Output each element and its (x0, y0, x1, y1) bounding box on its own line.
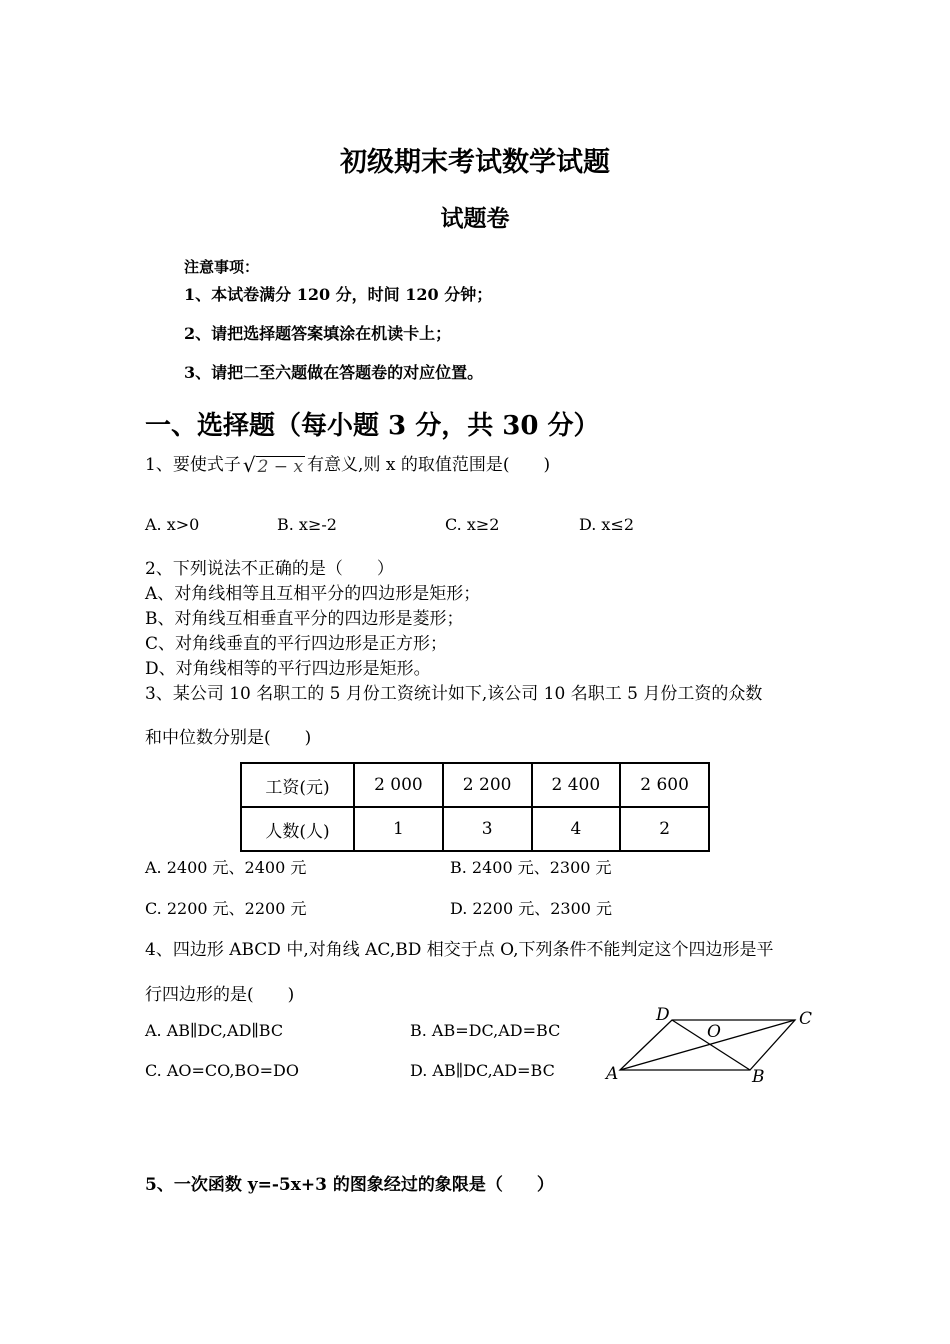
label-a: A (606, 1064, 619, 1084)
label-c: C (799, 1009, 813, 1029)
page-subtitle: 试题卷 (440, 205, 510, 232)
q2-option-b: B、对角线互相垂直平分的四边形是菱形； (145, 609, 464, 629)
label-d: D (656, 1005, 670, 1025)
q1-option-c: C. x≥2 (445, 515, 500, 534)
table-cell: 2 400 (532, 763, 621, 807)
q1-option-a: A. x>0 (145, 515, 200, 534)
page-title: 初级期末考试数学试题 (340, 147, 610, 178)
q4-option-c: C. AO=CO,BO=DO (145, 1061, 299, 1080)
table-row (241, 807, 709, 851)
section-heading: 一、选择题（每小题 3 分，共 30 分） (145, 411, 600, 441)
q1-option-b: B. x≥-2 (277, 515, 337, 534)
table-cell: 1 (354, 807, 443, 851)
q1-suffix: 有意义,则 x 的取值范围是( ) (307, 455, 551, 475)
table-cell: 2 600 (620, 763, 709, 807)
label-o: O (707, 1022, 721, 1042)
q3-option-b: B. 2400 元、2300 元 (450, 858, 612, 877)
sqrt-expression: √ 2 − x (242, 453, 304, 477)
question-1 (145, 450, 550, 477)
table-cell: 人数(人) (241, 807, 354, 851)
q4-option-d: D. AB∥DC,AD=BC (410, 1061, 555, 1080)
q2-option-d: D、对角线相等的平行四边形是矩形。 (145, 659, 431, 679)
question-3-line2: 和中位数分别是( ) (145, 728, 312, 748)
table-row (241, 763, 709, 807)
q3-option-d: D. 2200 元、2300 元 (450, 899, 613, 918)
q1-radicand: 2 − x (257, 457, 304, 477)
wage-table (240, 762, 710, 852)
table-cell: 2 (620, 807, 709, 851)
q2-option-a: A、对角线相等且互相平分的四边形是矩形； (145, 584, 481, 604)
q1-option-d: D. x≤2 (579, 515, 635, 534)
question-4-line2: 行四边形的是( ) (145, 985, 295, 1005)
q4-option-b: B. AB=DC,AD=BC (410, 1021, 561, 1040)
notes-item-3: 3、请把二至六题做在答题卷的对应位置。 (184, 363, 484, 382)
question-3: 3、某公司 10 名职工的 5 月份工资统计如下,该公司 10 名职工 5 月份工资的众数 (145, 684, 763, 704)
table-cell: 2 000 (354, 763, 443, 807)
q4-option-a: A. AB∥DC,AD∥BC (145, 1021, 284, 1040)
q3-option-a: A. 2400 元、2400 元 (145, 858, 307, 877)
table-cell: 3 (443, 807, 532, 851)
q3-option-c: C. 2200 元、2200 元 (145, 899, 307, 918)
parallelogram-figure (600, 1000, 830, 1090)
question-2: 2、下列说法不正确的是（ ） (145, 559, 394, 579)
table-cell: 工资(元) (241, 763, 354, 807)
q1-prefix: 1、要使式子 (145, 455, 241, 475)
table-cell: 4 (532, 807, 621, 851)
notes-item-2: 2、请把选择题答案填涂在机读卡上； (184, 324, 452, 343)
question-5: 5、一次函数 y=-5x+3 的图象经过的象限是（ ） (145, 1175, 554, 1195)
q2-option-c: C、对角线垂直的平行四边形是正方形； (145, 634, 448, 654)
question-4: 4、四边形 ABCD 中,对角线 AC,BD 相交于点 O,下列条件不能判定这个四边形是平 (145, 940, 774, 960)
label-b: B (752, 1067, 765, 1087)
notes-heading: 注意事项： (184, 258, 260, 276)
table-cell: 2 200 (443, 763, 532, 807)
notes-item-1: 1、本试卷满分 120 分，时间 120 分钟； (184, 285, 493, 304)
